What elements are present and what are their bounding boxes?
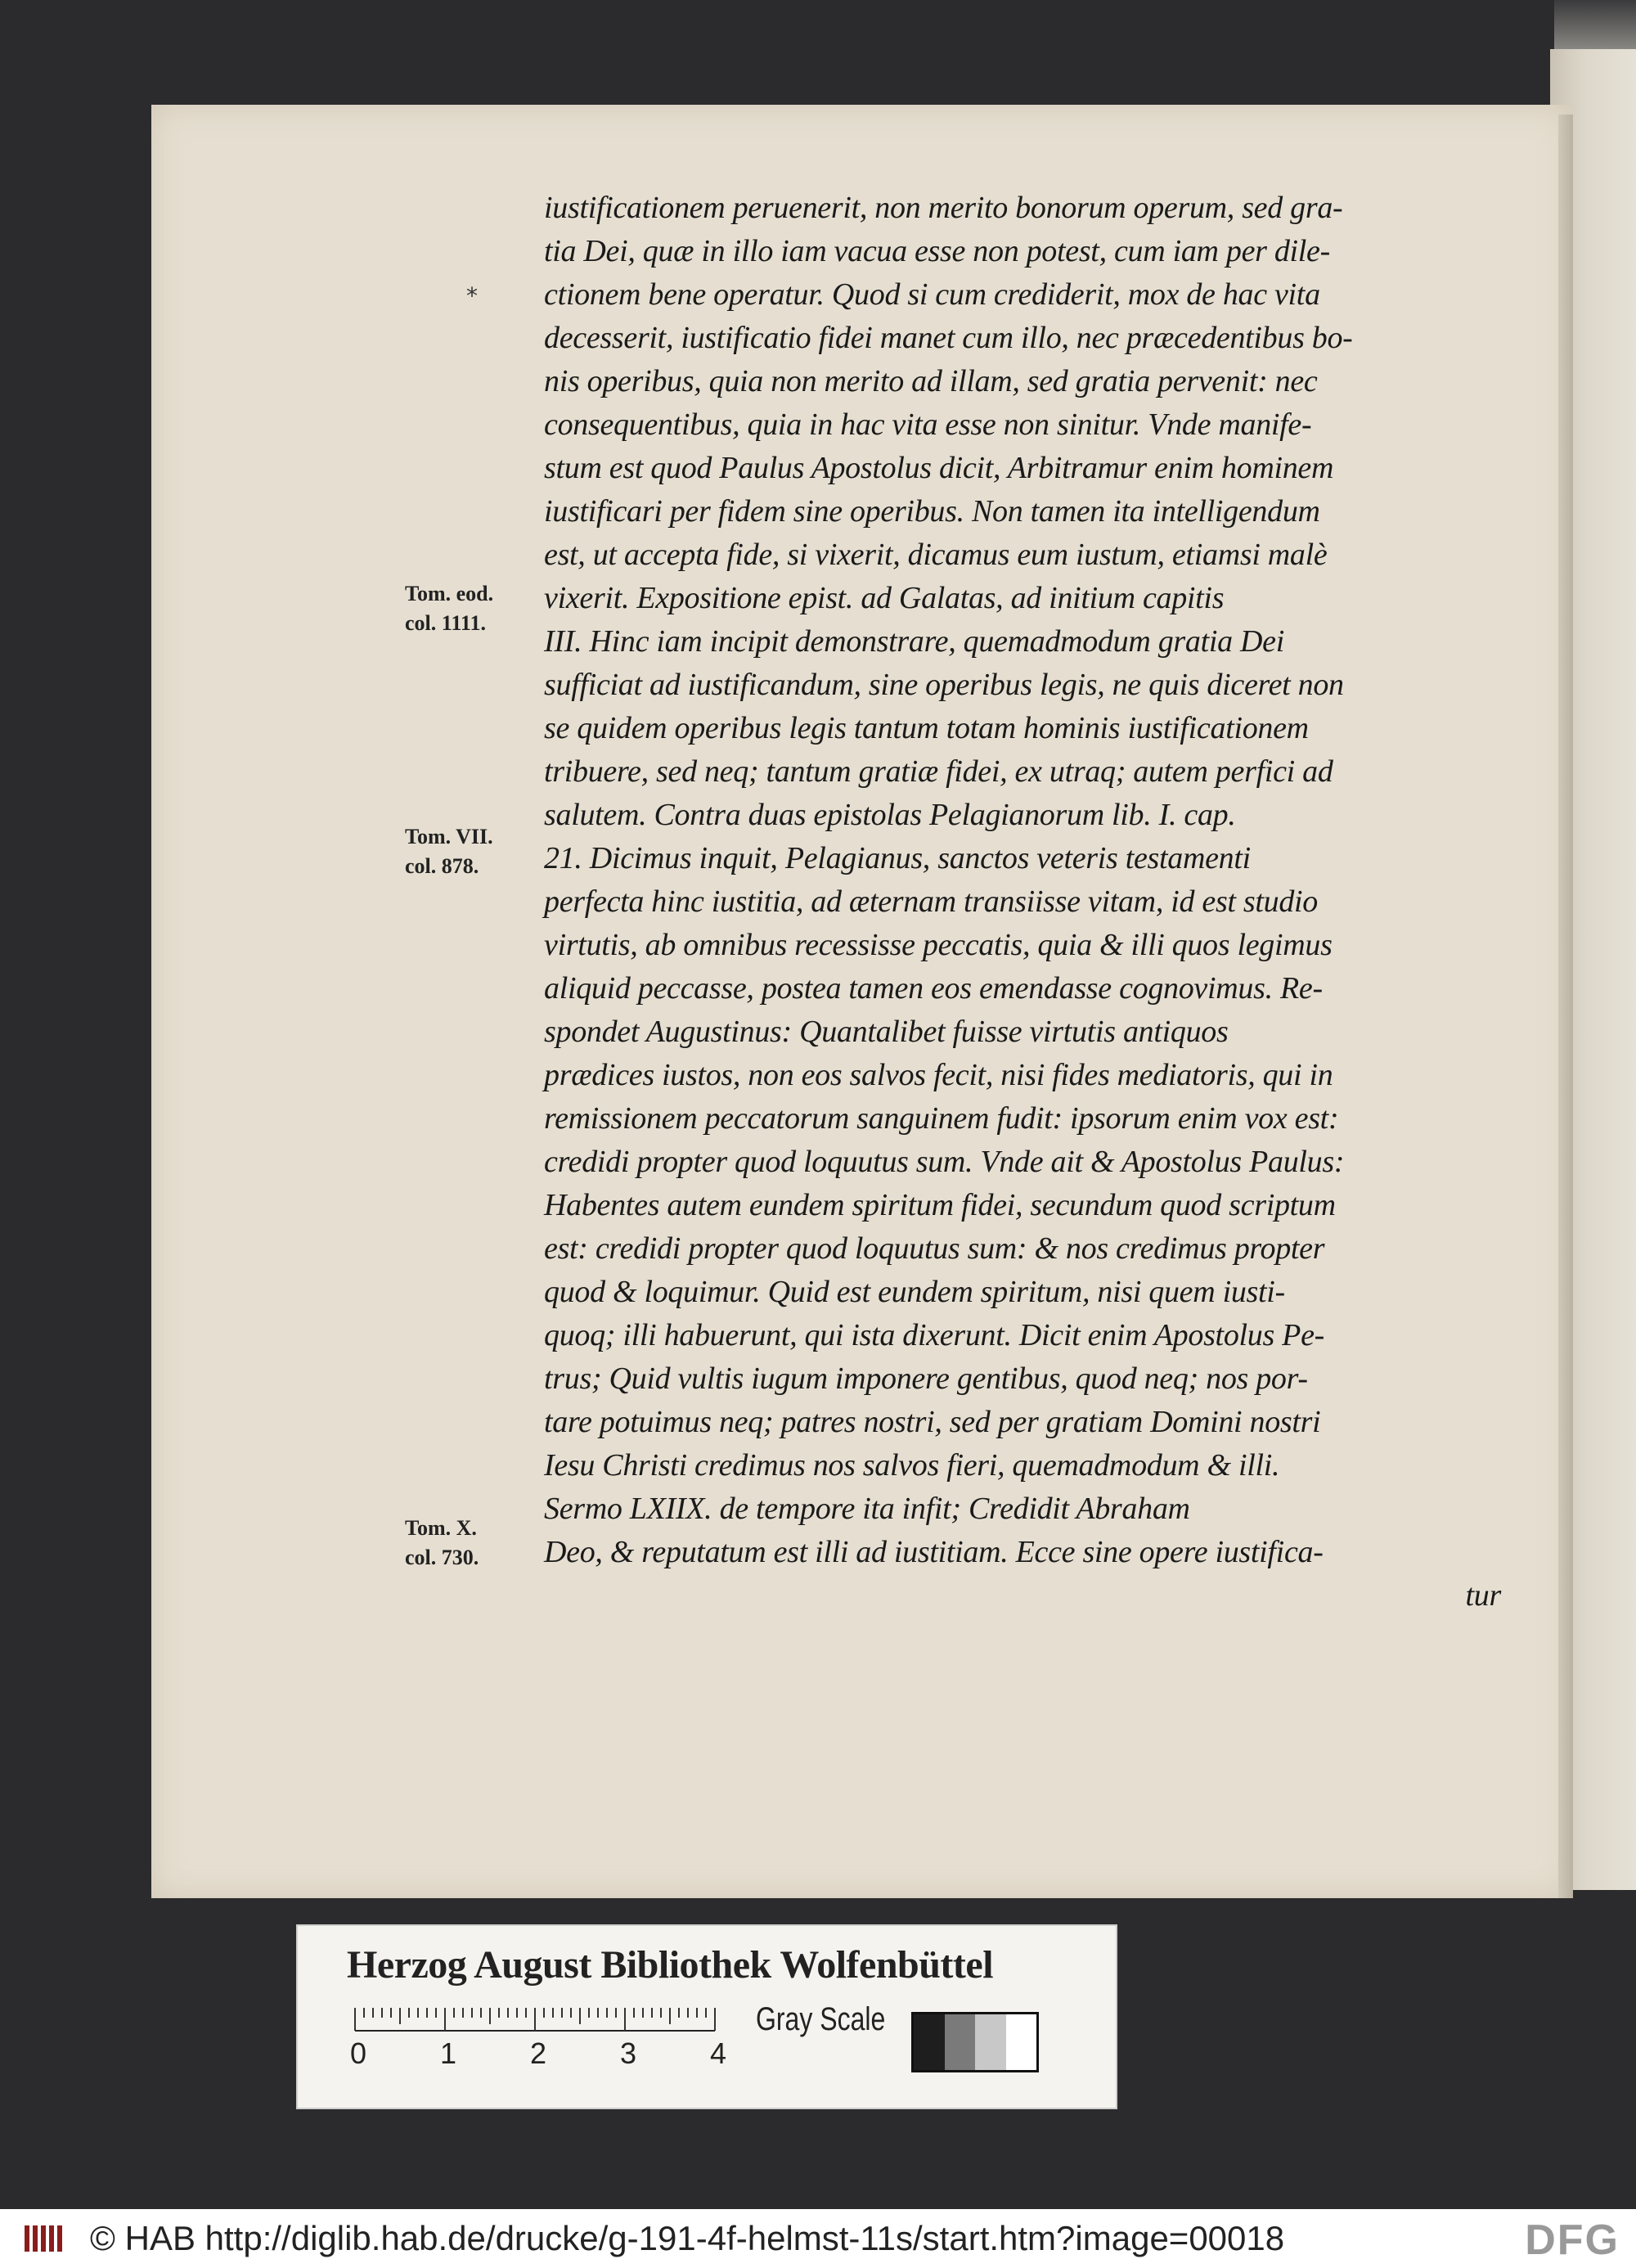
text-line: quod & loquimur. Quid est eundem spiritum, nisi quem iusti- [544,1275,1285,1309]
gray-swatch [914,2014,945,2070]
gray-scale-label: Gray Scale [756,2001,886,2037]
text-line: consequentibus, quia in hac vita esse non sinitur. Vnde manife- [544,407,1312,442]
text-line: virtutis, ab omnibus recessisse peccatis, quia & illi quos legimus [544,928,1333,962]
text-line: decesserit, iustificatio fidei manet cum illo, nec præcedentibus bo- [544,321,1353,355]
text-line: 21. Dicimus inquit, Pelagianus, sanctos veteris testamenti [544,841,1251,875]
page-edge-shadow [1558,115,1573,1898]
gray-swatch [975,2014,1006,2070]
text-line: Sermo LXIIX. de tempore ita infit; Credidit Abraham [544,1492,1190,1526]
ruler-number: 3 [620,2036,637,2067]
text-line: tribuere, sed neq; tantum gratiæ fidei, ex utraq; autem perfici ad [544,754,1333,789]
ruler-number: 4 [710,2036,727,2067]
text-line: Deo, & reputatum est illi ad iustitiam. Ecce sine opere iustifica- [544,1535,1324,1569]
text-line: remissionem peccatorum sanguinem fudit: ipsorum enim vox est: [544,1101,1339,1136]
text-line: tare potuimus neq; patres nostri, sed per gratiam Domini nostri [544,1405,1321,1439]
margin-note-3 [405,1514,544,1573]
margin-note-line: Tom. VII. [405,825,493,848]
text-line: prædices iustos, non eos salvos fecit, nisi fides mediatoris, qui in [544,1058,1333,1092]
text-line: iustificari per fidem sine operibus. Non tamen ita intelligendum [544,494,1320,529]
margin-note-line: col. 730. [405,1546,479,1569]
text-line: sufficiat ad iustificandum, sine operibus legis, ne quis diceret non [544,668,1344,702]
text-line: salutem. Contra duas epistolas Pelagianorum lib. I. cap. [544,798,1236,832]
text-line: perfecta hinc iustitia, ad æternam transiisse vitam, id est studio [544,884,1318,919]
library-title: Herzog August Bibliothek Wolfenbüttel [347,1943,994,1987]
ruler-scale [347,2008,772,2067]
margin-note-line: Tom. eod. [405,582,494,605]
gray-scale-swatches [911,2012,1039,2072]
ruler-number: 2 [530,2036,547,2067]
text-line: est, ut accepta fide, si vixerit, dicamus eum iustum, etiamsi malè [544,538,1328,572]
hab-logo-icon [23,2222,69,2255]
margin-symbol: * [466,282,478,309]
text-line: Iesu Christi credimus nos salvos fieri, quemadmodum & illi. [544,1448,1280,1483]
text-line: tia Dei, quæ in illo iam vacua esse non potest, cum iam per dile- [544,234,1330,268]
text-line: iustificationem peruenerit, non merito bonorum operum, sed gra- [544,191,1343,225]
text-line: ctionem bene operatur. Quod si cum crediderit, mox de hac vita [544,277,1320,312]
page-text [544,187,1501,1618]
text-line: III. Hinc iam incipit demonstrare, quemadmodum gratia Dei [544,624,1284,659]
margin-note-line: col. 1111. [405,611,486,635]
color-scale-card [296,1924,1117,2109]
margin-note-2 [405,822,544,881]
gray-swatch [945,2014,976,2070]
gray-swatch [1006,2014,1037,2070]
margin-note-line: Tom. X. [405,1516,477,1540]
ruler-ticks [347,2008,772,2067]
margin-note-1 [405,579,544,638]
ruler-number: 1 [440,2036,457,2067]
text-line: est: credidi propter quod loquutus sum: & nos credimus propter [544,1231,1325,1266]
text-line: credidi propter quod loquutus sum. Vnde ait & Apostolus Paulus: [544,1145,1345,1179]
text-line: trus; Quid vultis iugum imponere gentibus, quod neq; nos por- [544,1361,1308,1396]
text-line: stum est quod Paulus Apostolus dicit, Arbitramur enim hominem [544,451,1334,485]
text-line: spondet Augustinus: Quantalibet fuisse virtutis antiquos [544,1015,1229,1049]
margin-note-line: col. 878. [405,854,479,878]
text-line: Habentes autem eundem spiritum fidei, secundum quod scriptum [544,1188,1336,1222]
copyright-url[interactable]: © HAB http://diglib.hab.de/drucke/g-191-4f-helmst-11s/start.htm?image=00018 [90,2219,1285,2257]
text-line: aliquid peccasse, postea tamen eos emendasse cognovimus. Re- [544,971,1323,1006]
text-line: vixerit. Expositione epist. ad Galatas, ad initium capitis [544,581,1225,615]
text-line: nis operibus, quia non merito ad illam, sed gratia pervenit: nec [544,364,1318,398]
text-line: se quidem operibus legis tantum totam hominis iustificationem [544,711,1309,745]
text-line: quoq; illi habuerunt, qui ista dixerunt. Dicit enim Apostolus Pe- [544,1318,1324,1352]
text-line: tur [1465,1578,1501,1613]
ruler-number: 0 [350,2036,367,2067]
dfg-logo: DFG [1525,2216,1620,2264]
footer-bar [0,2209,1636,2268]
